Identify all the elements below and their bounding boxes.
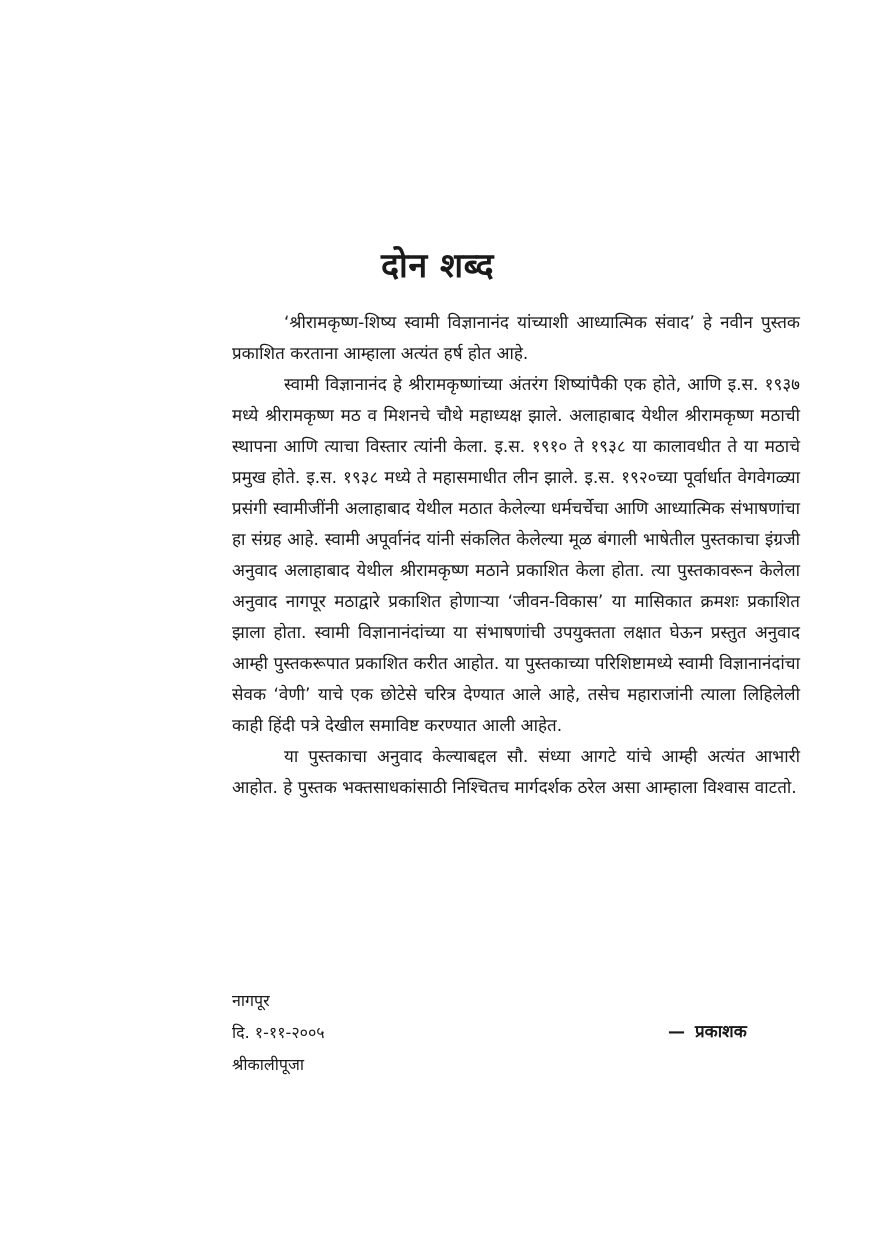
paragraph-about-swami: स्वामी विज्ञानानंद हे श्रीरामकृष्णांच्या अंतरंग शिष्यांपैकी एक होते, आणि इ.स. १९३७ मध्ये श्रीरामकृष्ण मठ व मिशनचे चौथे महाध्यक्ष झाले. अलाहाबाद येथील श्रीरामकृष्ण मठाची स्थापना आणि त्याचा विस्तार त्यांनी केला. इ.स. १९१० ते १९३८ या कालावधीत ते या मठाचे प्रमुख होते. इ.स. १९३८ मध्ये ते महासमाधीत लीन झाले. इ.स. १९२०च्या पूर्वार्धात वेगवेगळ्या प्रसंगी स्वामीजींनी अलाहाबाद येथील मठात केलेल्या धर्मचर्चेचा आणि आध्यात्मिक संभाषणांचा हा संग्रह आहे. स्वामी अपूर्वानंद यांनी संकलित केलेल्या मूळ बंगाली भाषेतील पुस्तकाचा इंग्रजी अनुवाद अलाहाबाद येथील श्रीरामकृष्ण मठाने प्रकाशित केला होता. त्या पुस्तकावरून केलेला अनुवाद नागपूर मठाद्वारे प्रकाशित होणाऱ्या ‘जीवन-विकास’ या मासिकात क्रमशः प्रकाशित झाला होता. स्वामी विज्ञानानंदांच्या या संभाषणांची उपयुक्तता लक्षात घेऊन प्रस्तुत अनुवाद आम्ही पुस्तकरूपात प्रकाशित करीत आहोत. या पुस्तकाच्या परिशिष्टामध्ये स्वामी विज्ञानानंदांचा सेवक ‘वेणी’ याचे एक छोटेसे चरित्र देण्यात आले आहे, तसेच महाराजांनी त्याला लिहिलेली काही हिंदी पत्रे देखील समाविष्ट करण्यात आली आहेत. (232, 375, 800, 736)
closing-occasion: श्रीकालीपूजा (232, 1055, 305, 1074)
closing-place: नागपूर (232, 991, 270, 1010)
paragraph-intro: ‘श्रीरामकृष्ण-शिष्य स्वामी विज्ञानानंद यांच्याशी आध्यात्मिक संवाद’ हे नवीन पुस्तक प्रकाशित करताना आम्हाला अत्यंत हर्ष होत आहे. (232, 313, 800, 364)
paragraph-acknowledgement: या पुस्तकाचा अनुवाद केल्याबद्दल सौ. संध्या आगटे यांचे आम्ही अत्यंत आभारी आहोत. हे पुस्तक भक्तसाधकांसाठी निश्चितच मार्गदर्शक ठरेल असा आम्हाला विश्वास वाटतो. (232, 747, 800, 798)
page-title: दोन शब्द (380, 246, 495, 286)
signature-text: प्रकाशक (695, 1022, 747, 1042)
preface-body (232, 308, 800, 804)
publisher-signature (668, 1016, 747, 1048)
closing-date: दि. १-११-२००५ (232, 1023, 325, 1042)
signature-dash: — (668, 1022, 685, 1042)
